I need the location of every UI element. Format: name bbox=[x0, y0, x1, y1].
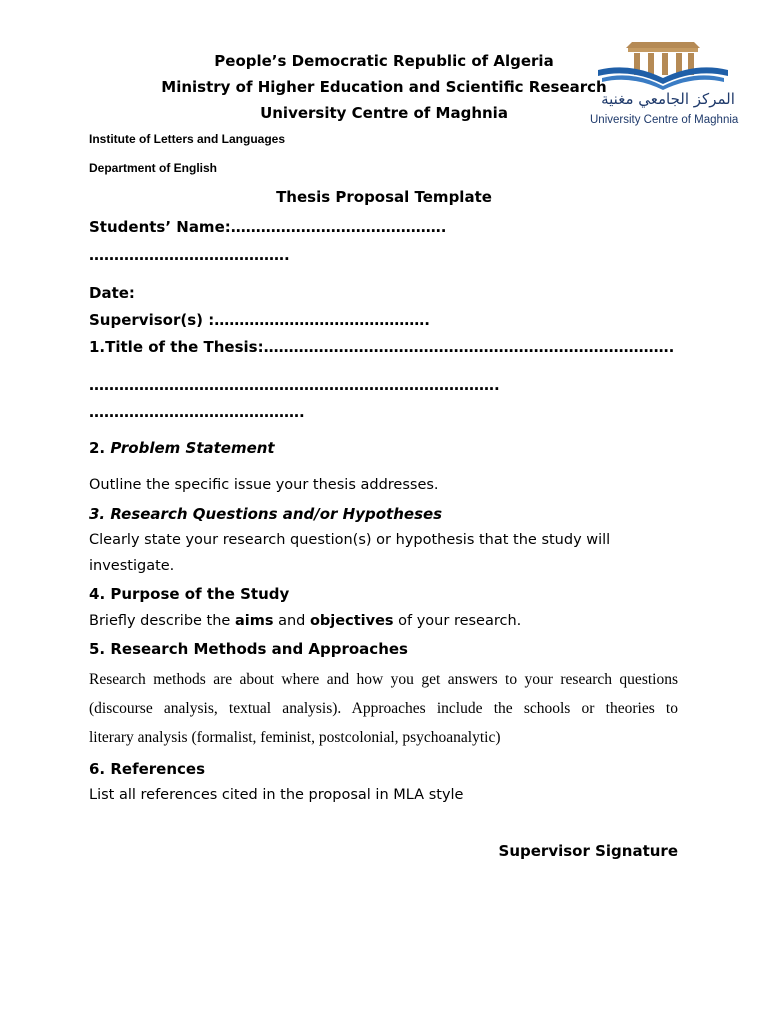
section-2-text: Outline the specific issue your thesis addresses. bbox=[89, 477, 439, 493]
section-4-text bbox=[89, 613, 521, 629]
students-name-continuation: …………………………………. bbox=[89, 246, 290, 264]
institute-label: Institute of Letters and Languages bbox=[89, 132, 286, 146]
thesis-title-continuation-2: ……………………………………. bbox=[89, 403, 305, 421]
section-2-number: 2. bbox=[89, 439, 106, 457]
thesis-title-continuation-1: ………………………………………………………………………. bbox=[89, 376, 500, 394]
header-university: University Centre of Maghnia bbox=[260, 104, 508, 122]
section-4-number: 4 bbox=[89, 585, 100, 603]
section-3-text-line-2: investigate. bbox=[89, 558, 175, 574]
section-5-heading: 5. Research Methods and Approaches bbox=[89, 640, 408, 658]
section-3-heading: 3. Research Questions and/or Hypotheses bbox=[89, 505, 443, 523]
section-problem-statement-heading bbox=[89, 439, 275, 457]
document-title: Thesis Proposal Template bbox=[276, 188, 492, 206]
supervisors-field: Supervisor(s) :……………………………………. bbox=[89, 311, 430, 329]
date-field: Date: bbox=[89, 284, 135, 302]
section-4-text-end: of your research. bbox=[393, 613, 522, 629]
logo-english-text: University Centre of Maghnia bbox=[590, 114, 739, 126]
section-6-text: List all references cited in the proposal in MLA style bbox=[89, 787, 464, 803]
section-5-text-line-3: literary analysis (formalist, feminist, postcolonial, psychoanalytic) bbox=[89, 729, 501, 746]
header-country: People’s Democratic Republic of Algeria bbox=[214, 52, 554, 70]
supervisor-signature-label: Supervisor Signature bbox=[498, 842, 678, 860]
section-2-title: Problem Statement bbox=[110, 439, 275, 457]
section-4-heading bbox=[89, 585, 289, 603]
department-label: Department of English bbox=[89, 161, 218, 175]
section-4-text-and: and bbox=[273, 613, 310, 629]
section-4-text-start: Briefly describe the bbox=[89, 613, 235, 629]
thesis-title-field: 1.Title of the Thesis:………………………………………………………………………. bbox=[89, 338, 675, 356]
section-5-text-line-1: Research methods are about where and how you get answers to your research questions bbox=[89, 671, 678, 688]
section-5-text-line-2: (discourse analysis, textual analysis). Approaches include the schools or theories to bbox=[89, 700, 678, 717]
section-4-title: . Purpose of the Study bbox=[99, 585, 290, 603]
logo-arabic-text: المركز الجامعي مغنية bbox=[601, 90, 735, 108]
header-ministry: Ministry of Higher Education and Scientific Research bbox=[161, 78, 607, 96]
students-name-field: Students’ Name:……………………………………. bbox=[89, 218, 447, 236]
aims-emphasis: aims bbox=[234, 613, 274, 629]
objectives-emphasis: objectives bbox=[309, 613, 394, 629]
section-6-heading: 6. References bbox=[89, 760, 206, 778]
section-3-text-line-1: Clearly state your research question(s) or hypothesis that the study will bbox=[89, 532, 611, 548]
